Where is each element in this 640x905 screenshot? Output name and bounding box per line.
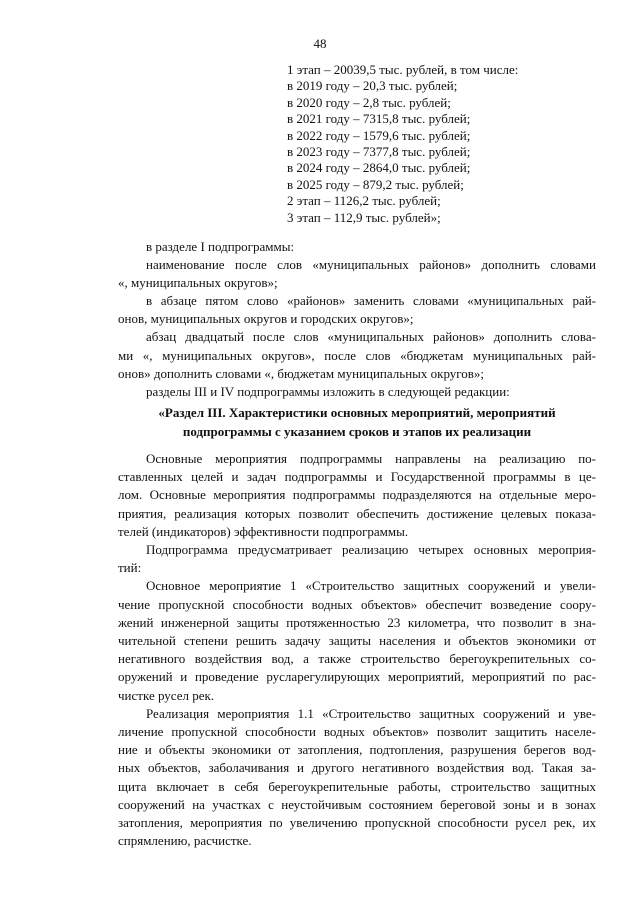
paragraph-line: ставленных целей и задач подпрограммы и Государственной программы в це- bbox=[118, 469, 596, 485]
amendment-line: в разделе I подпрограммы: bbox=[146, 239, 295, 254]
funding-line: в 2022 году – 1579,6 тыс. рублей; bbox=[287, 127, 471, 143]
page-number: 48 bbox=[313, 36, 327, 51]
amendment-line: наименование после слов «муниципальных районов» дополнить словами bbox=[146, 257, 596, 273]
paragraph-line: щита включает в себя берегоукрепительные работы, строительство защитных bbox=[118, 778, 596, 794]
paragraph-line: Основные мероприятия подпрограммы направлены на реализацию по- bbox=[146, 451, 596, 466]
funding-line: в 2024 году – 2864,0 тыс. рублей; bbox=[287, 160, 471, 176]
paragraph-line: затопления, мероприятия по увеличению пропускной способности русел рек, их bbox=[118, 815, 596, 831]
funding-line: в 2023 году – 7377,8 тыс. рублей; bbox=[287, 144, 471, 160]
amendment-line: абзац двадцатый после слов «муниципальных районов» дополнить слова- bbox=[146, 329, 596, 345]
paragraph-line: негативного воздействия вод, а также строительство берегоукрепительных со- bbox=[118, 651, 596, 667]
amendment-line: в абзаце пятом слово «районов» заменить словами «муниципальных рай- bbox=[146, 293, 596, 309]
body-text bbox=[118, 450, 596, 850]
paragraph-line: Подпрограмма предусматривает реализацию четырех основных мероприя- bbox=[146, 542, 596, 558]
amendment-line: онов» дополнить словами «, бюджетам муниципальных округов»; bbox=[118, 365, 485, 381]
funding-line: 3 этап – 112,9 тыс. рублей»; bbox=[287, 209, 441, 225]
paragraph-line: сооружений на участках с неустойчивым состоянием береговой зоны и в зонах bbox=[118, 796, 596, 812]
paragraph-line: телей (индикаторов) эффективности подпрограммы. bbox=[118, 523, 409, 539]
paragraph-line: оружений и проведение русларегулирующих мероприятий, мероприятий по рас- bbox=[118, 669, 596, 685]
amendment-line: ми «, муниципальных округов», после слов «бюджетам муниципальных рай- bbox=[118, 347, 596, 363]
section-heading-line: «Раздел III. Характеристики основных мероприятий, мероприятий bbox=[158, 405, 556, 420]
paragraph-line: спрямлению, расчистке. bbox=[118, 833, 252, 849]
paragraph-line: Основное мероприятие 1 «Строительство защитных сооружений и увели- bbox=[146, 578, 596, 594]
paragraph-line: жений инженерной защиты протяженностью 23 километра, что позволит в зна- bbox=[118, 614, 596, 630]
paragraph-line: Реализация мероприятия 1.1 «Строительство защитных сооружений и уве- bbox=[146, 705, 596, 721]
funding-line: 2 этап – 1126,2 тыс. рублей; bbox=[287, 193, 441, 209]
funding-line: в 2020 году – 2,8 тыс. рублей; bbox=[287, 94, 451, 110]
funding-line: 1 этап – 20039,5 тыс. рублей, в том числе: bbox=[287, 62, 519, 77]
section-heading bbox=[118, 403, 596, 441]
amendments-section bbox=[118, 238, 596, 401]
funding-line: в 2019 году – 20,3 тыс. рублей; bbox=[287, 78, 458, 94]
amendment-line: «, муниципальных округов»; bbox=[118, 275, 278, 291]
paragraph-line: ных объектов, заболачивания и другого негативного воздействия вод. Такая за- bbox=[118, 760, 596, 776]
amendment-line: разделы III и IV подпрограммы изложить в следующей редакции: bbox=[146, 383, 510, 399]
paragraph-line: ние и объекты экономики от затопления, подтопления, разрушения берегов вод- bbox=[118, 742, 596, 758]
amendment-line: онов, муниципальных округов и городских округов»; bbox=[118, 311, 414, 327]
paragraph-line: чение пропускной способности водных объектов» обеспечит возведение соору- bbox=[118, 596, 596, 612]
paragraph-line: тий: bbox=[118, 560, 142, 576]
funding-breakdown bbox=[287, 62, 587, 226]
paragraph-line: чистке русел рек. bbox=[118, 687, 215, 703]
section-heading-line: подпрограммы с указанием сроков и этапов их реализации bbox=[182, 424, 532, 439]
paragraph-line: приятия, реализация которых позволит обеспечить достижение целевых показа- bbox=[118, 505, 596, 521]
paragraph-line: лом. Основные мероприятия подпрограммы подразделяются на отдельные меро- bbox=[118, 487, 596, 503]
paragraph-line: чительной степени решить задачу защиты населения и объектов экономики от bbox=[118, 633, 596, 649]
funding-line: в 2021 году – 7315,8 тыс. рублей; bbox=[287, 111, 471, 127]
funding-line: в 2025 году – 879,2 тыс. рублей; bbox=[287, 176, 464, 192]
paragraph-line: личение пропускной способности водных объектов» позволит защитить населе- bbox=[118, 724, 596, 740]
